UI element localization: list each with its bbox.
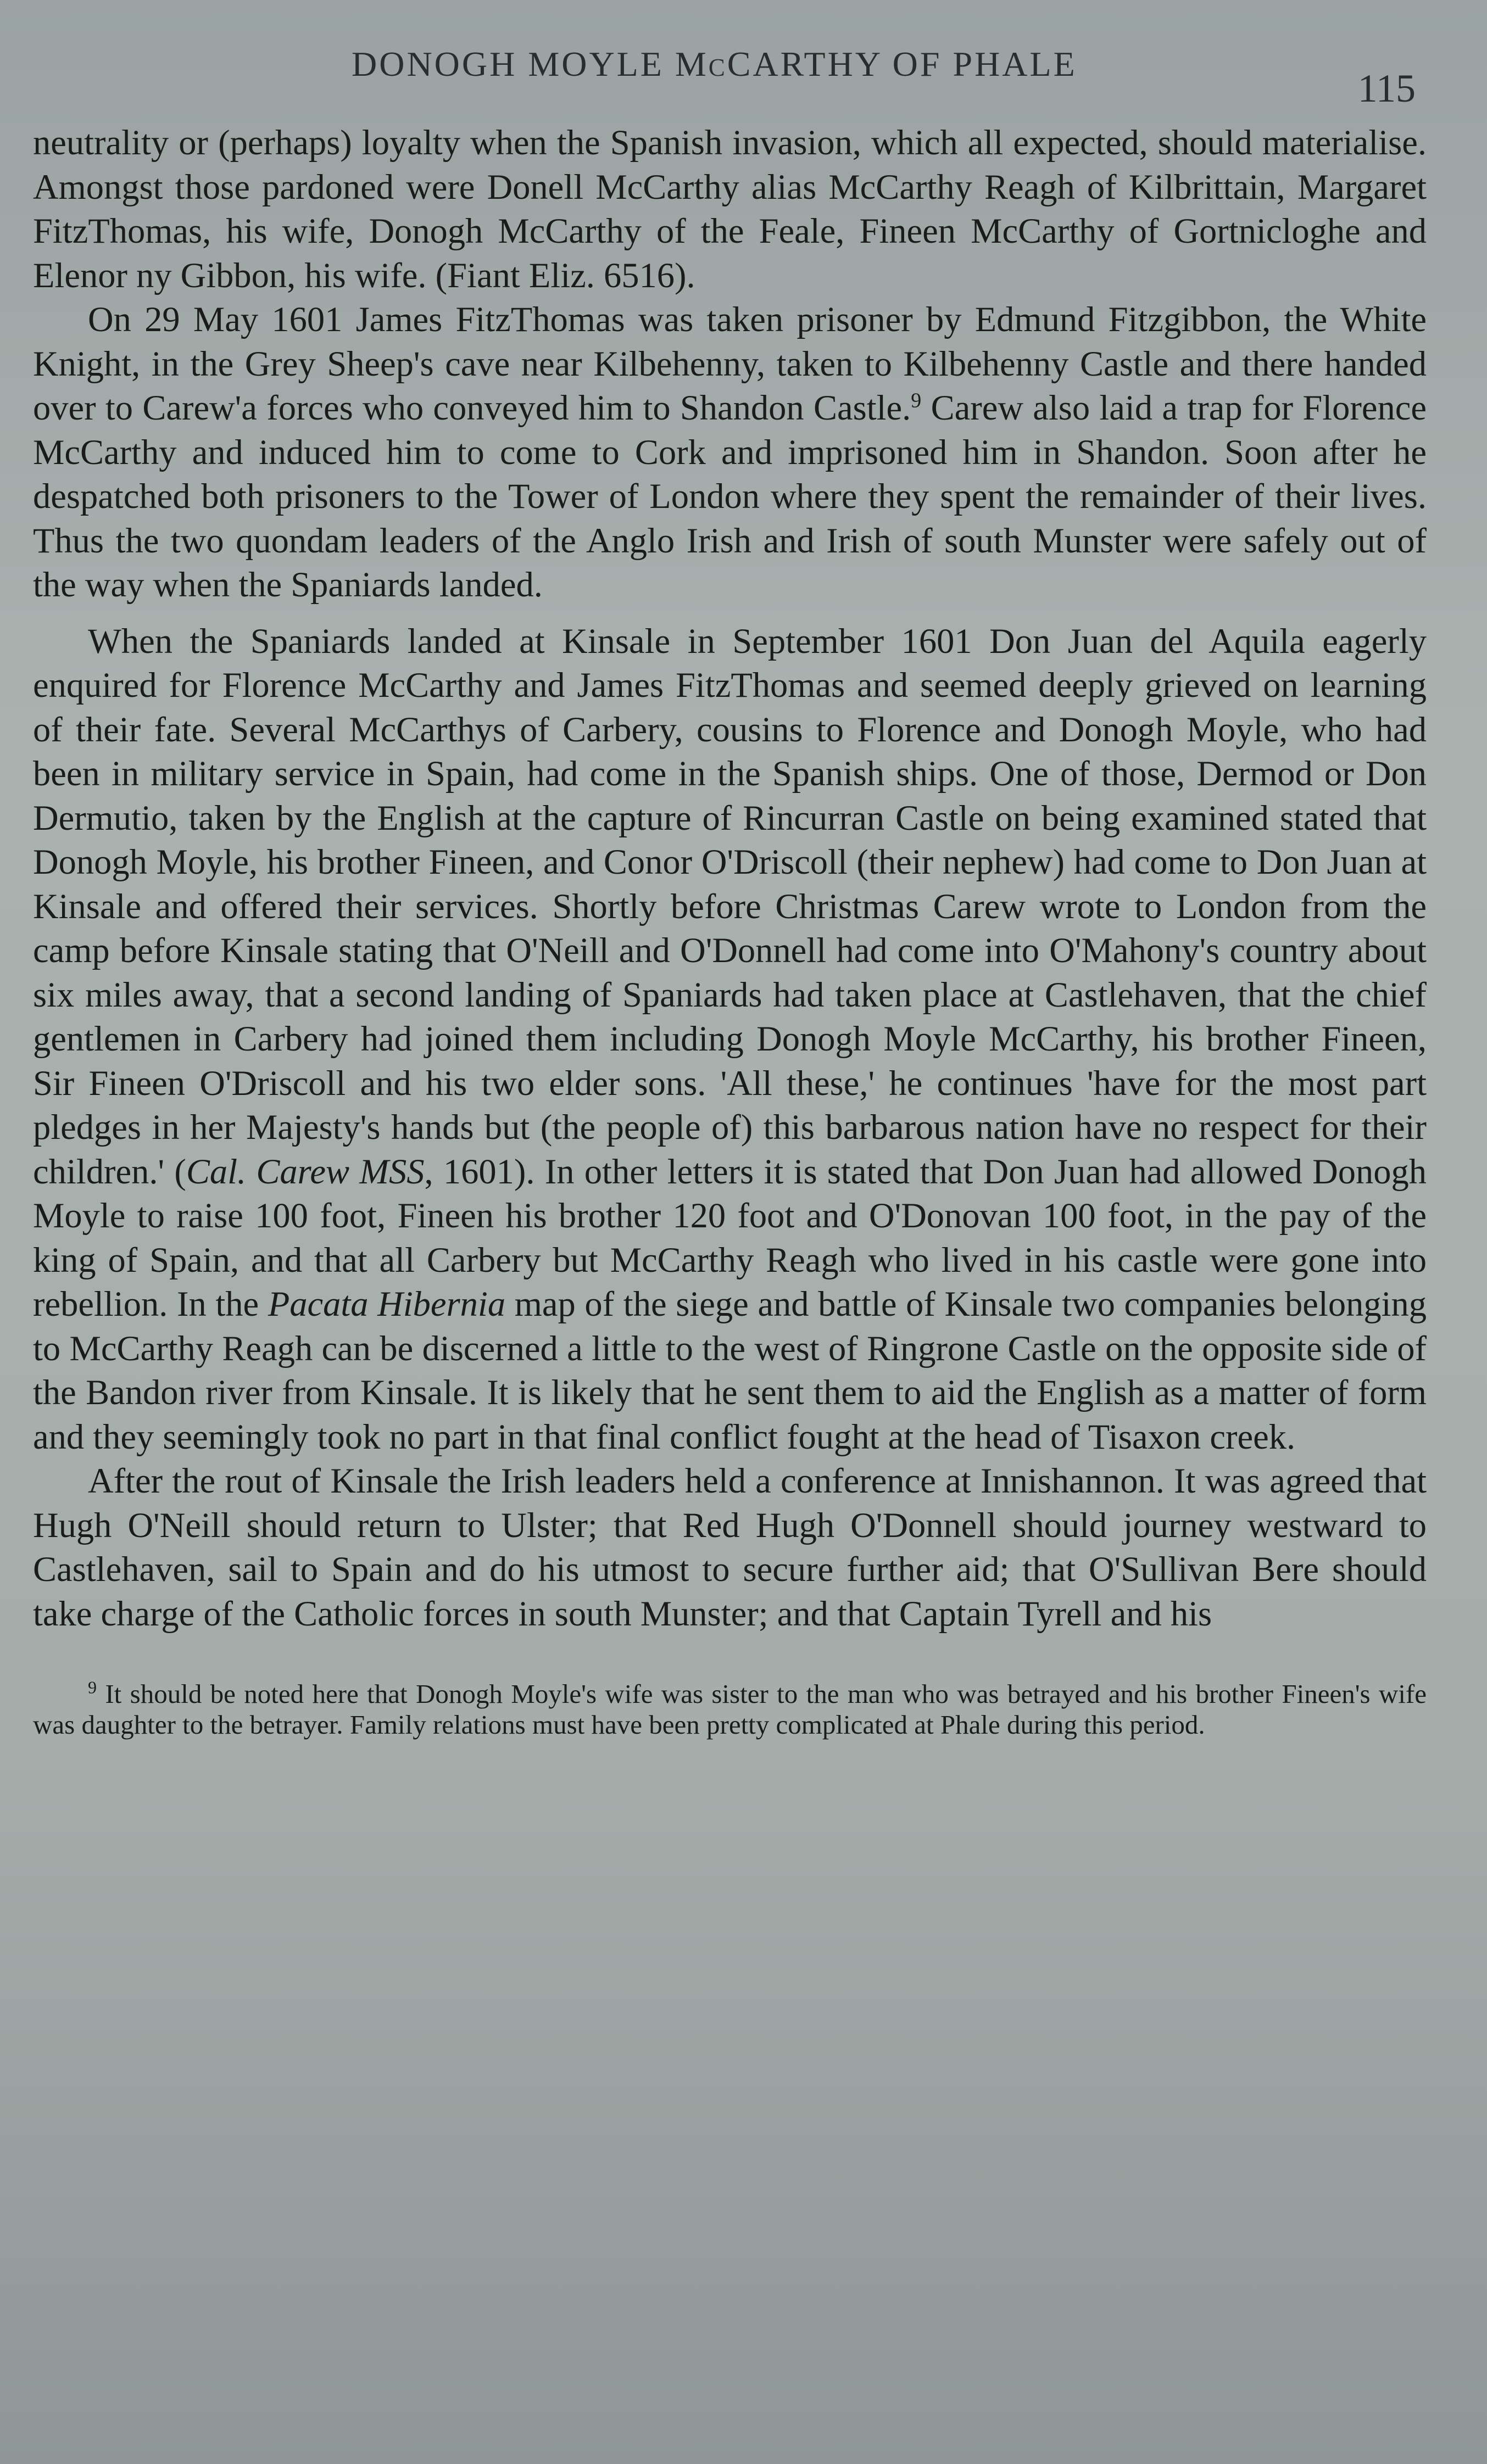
paragraph-3-part-a: When the Spaniards landed at Kinsale in September 1601 Don Juan del Aquila eagerly enquired for Florence McCarthy and James FitzThomas and seemed deeply grieved on learning of their fate. Several McCarthys of Carbery, cousins to Florence and Donogh Moyle, who had been in military service in Spain, had come in the Spanish ships. One of those, Dermod or Don Dermutio, taken by the English at the capture of Rincurran Castle on being examined stated that Donogh Moyle, his brother Fineen, and Conor O'Driscoll (their nephew) had come to Don Juan at Kinsale and offered their services. Shortly before Christmas Carew wrote to London from the camp before Kinsale stating that O'Neill and O'Donnell had come into O'Mahony's country about six miles away, that a second landing of Spaniards had taken place at Castlehaven, that the chief gentlemen in Carbery had joined them including Donogh Moyle McCarthy, his brother Fineen, Sir Fineen O'Driscoll and his two elder sons. 'All these,' he continues 'have for the most part pledges in her Majesty's hands but (the people of) this barbarous nation have no respect for their children.' ( — [33, 621, 1427, 1191]
paragraph-2-part-a: On 29 May 1601 James FitzThomas was taken prisoner by Edmund Fitzgibbon, the White Knight, in the Grey Sheep's cave near Kilbehenny, taken to Kilbehenny Castle and there handed over to Carew'a forces who conveyed him to Shandon Castle. — [33, 300, 1427, 427]
paragraph-4: After the rout of Kinsale the Irish leaders held a conference at Innishannon. It was agreed that Hugh O'Neill should return to Ulster; that Red Hugh O'Donnell should journey westward to Castlehaven, sail to Spain and do his utmost to secure further aid; that O'Sullivan Bere should take charge of the Catholic forces in south Munster; and that Captain Tyrell and his — [33, 1461, 1427, 1633]
running-head — [33, 38, 1427, 121]
citation-pacata-hibernia: Pacata Hibernia — [268, 1284, 506, 1323]
footnote — [33, 1679, 1427, 1740]
paragraph-3-part-b: , 1601). In other letters it is stated that Don Juan had allowed Donogh Moyle to raise 100 foot, Fineen his brother 120 foot and O'Donovan 100 foot, in the pay of the king of Spain, and that all Carbery but McCarthy Reagh who lived in his castle were gone into rebellion. In the — [33, 1152, 1427, 1323]
paragraph-3-part-c: map of the siege and battle of Kinsale two companies belonging to McCarthy Reagh can be discerned a little to the west of Ringrone Castle on the opposite side of the Bandon river from Kinsale. It is likely that he sent them to aid the English as a matter of form and they seemingly took no part in that final conflict fought at the head of Tisaxon creek. — [33, 1284, 1427, 1456]
paragraph-2 — [33, 298, 1427, 607]
body-text — [33, 121, 1427, 1636]
footnote-reference: 9 — [911, 389, 922, 412]
footnote-marker: 9 — [88, 1677, 97, 1697]
citation-cal-carew: Cal. Carew MSS — [186, 1152, 425, 1191]
footnote-text: It should be noted here that Donogh Moyle's wife was sister to the man who was betrayed and his brother Fineen's wife was daughter to the betrayer. Family relations must have been pretty complicated at Phale during this period. — [33, 1679, 1427, 1740]
paragraph-1: neutrality or (perhaps) loyalty when the Spanish invasion, which all expected, should materialise. Amongst those pardoned were Donell McCarthy alias McCarthy Reagh of Kilbrittain, Margaret FitzThomas, his wife, Donogh McCarthy of the Feale, Fineen McCarthy of Gortnicloghe and Elenor ny Gibbon, his wife. (Fiant Eliz. 6516). — [33, 123, 1427, 295]
page-number: 115 — [1357, 66, 1416, 110]
footnote-paragraph — [33, 1679, 1427, 1740]
paragraph-3 — [33, 619, 1427, 1460]
paragraph-2-part-b: Carew also laid a trap for Florence McCarthy and induced him to come to Cork and imprisoned him in Shandon. Soon after he despatched both prisoners to the Tower of London where they spent the remainder of their lives. Thus the two quondam leaders of the Anglo Irish and Irish of south Munster were safely out of the way when the Spaniards landed. — [33, 388, 1427, 604]
running-head-title: DONOGH MOYLE McCARTHY OF PHALE — [352, 44, 1077, 83]
